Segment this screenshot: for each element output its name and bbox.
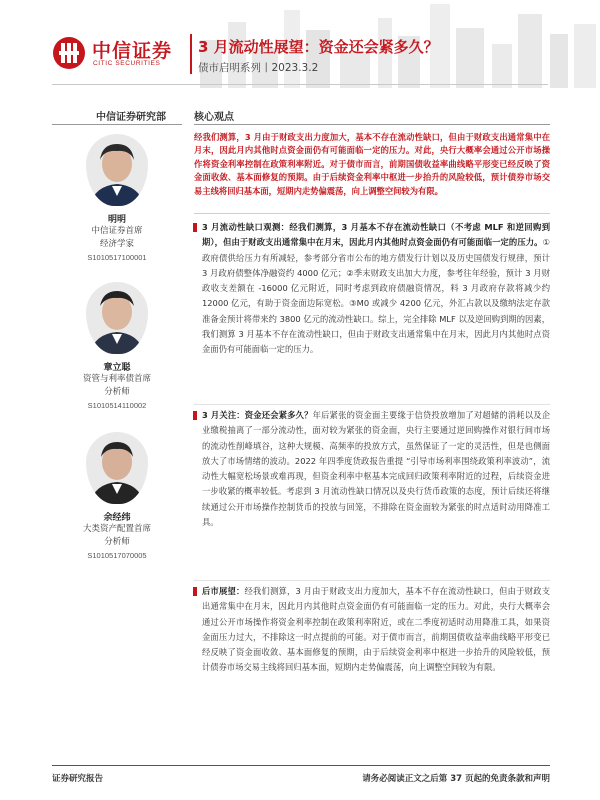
core-summary: 经我们测算，3 月由于财政支出力度加大，基本不存在流动性缺口，但由于财政支出通常集中在月末，因此月内其他时点资金面仍有可能面临一定的压力。对此，央行大概率会通过公开市场操作将资金利率控制在政策利率附近。对于债市而言，前期国债收益率曲线略平形变已经反映了资金面收敛、基本面修复的预期。由于后续资金利率中枢进一步抬升的风险较低，预计债券市场交易主线将回归基本面，短期内走势偏震荡，向上调整空间较为有限。 bbox=[194, 132, 550, 196]
analyst-license-id: S1010514110002 bbox=[87, 401, 147, 410]
citic-logo bbox=[52, 34, 188, 74]
footer-report-type: 证券研究报告 bbox=[52, 774, 104, 784]
analysis-paragraph bbox=[194, 584, 550, 676]
citic-logo-mark-icon bbox=[52, 36, 86, 70]
analyst-role: 中信证券首席 bbox=[91, 226, 143, 236]
paragraph-marker-icon bbox=[193, 411, 197, 420]
paragraph-text: 经我们测算，3 月由于财政支出力度加大，基本不存在流动性缺口，但由于财政支出通常集中在月末，因此月内其他时点资金面仍有可能面临一定的压力。对此，央行大概率会通过公开市场操作将资金利率控制在政策利率附近，或在二季度初适时动用降准工具，如果资金面压力过大，不排除这一时点提前的可能。对于债市而言，前期国债收益率曲线略平形变已经反映了资金面收敛、基本面修复的预期，由于后续资金利率中枢进一步抬升的风险较低，预计债券市场交易主线将回归基本面，短期内走势偏震荡，向上调整空间较为有限。 bbox=[202, 586, 550, 673]
title-accent-bar bbox=[190, 34, 192, 74]
analyst-name: 章立聪 bbox=[103, 363, 131, 373]
paragraph-lead: 3 月关注：资金还会紧多久？ bbox=[202, 410, 313, 420]
logo-text-en: CITIC SECURITIES bbox=[93, 60, 161, 67]
analyst-role: 分析师 bbox=[104, 537, 130, 547]
paragraph-text: ①政府债供给压力有所减轻，参考部分省市公布的地方债发行计划以及历史国债发行规律，预计 3 月政府债整体净融资约 4000 亿元；②季末财政支出加大力度，参考往年经验，预计 3 月财政收支差额在 -16000 亿元附近，同时考虑到政府债融资情况，料 3 月政府存款将减少约 12000 亿元，有助于资金面边际宽松。③M0 或减少 4200 亿元，外汇占款以及缴纳法定存款准备金预计将带来约 3800 亿元的流动性缺口。综上，完全排除 MLF 以及逆回购到期的因素，我们测算 3 月基本不存在流动性缺口，但由于财政支出通常集中在月末，因此月内其他时点资金面仍有可能面临一定的压力。 bbox=[202, 237, 550, 355]
analyst-photo bbox=[86, 432, 148, 504]
analyst-name: 余经纬 bbox=[103, 513, 131, 523]
analyst-role: 分析师 bbox=[104, 387, 130, 397]
section-divider bbox=[194, 124, 550, 125]
paragraph-divider bbox=[194, 580, 550, 581]
sidebar-divider bbox=[52, 124, 182, 125]
analyst-role: 资管与利率债首席 bbox=[82, 374, 151, 384]
logo-text-cn: 中信证券 bbox=[92, 40, 173, 62]
analyst-role: 经济学家 bbox=[99, 239, 134, 249]
report-series-date: 债市启明系列丨2023.3.2 bbox=[198, 62, 319, 74]
summary-divider bbox=[194, 213, 550, 214]
analyst-name: 明明 bbox=[107, 215, 126, 225]
footer-disclaimer: 请务必阅读正文之后第 37 页起的免责条款和声明 bbox=[362, 774, 550, 784]
paragraph-lead: 后市展望： bbox=[202, 586, 245, 596]
section-title: 核心观点 bbox=[194, 112, 234, 123]
report-title: 3 月流动性展望：资金还会紧多久？ bbox=[198, 38, 439, 56]
footer-divider bbox=[52, 765, 550, 766]
analyst-card bbox=[52, 134, 182, 262]
research-dept-title: 中信证券研究部 bbox=[96, 112, 166, 123]
analyst-card bbox=[52, 432, 182, 560]
analysis-paragraph bbox=[194, 408, 550, 530]
analyst-card bbox=[52, 282, 182, 410]
paragraph-marker-icon bbox=[193, 223, 197, 232]
analyst-license-id: S1010517100001 bbox=[87, 253, 147, 262]
report-header bbox=[0, 0, 600, 88]
paragraph-divider bbox=[194, 404, 550, 405]
paragraph-marker-icon bbox=[193, 587, 197, 596]
analyst-photo bbox=[86, 282, 148, 354]
analyst-license-id: S1010517070005 bbox=[87, 551, 147, 560]
analysis-paragraph bbox=[194, 220, 550, 358]
analyst-photo bbox=[86, 134, 148, 206]
paragraph-text: 年后紧张的资金面主要缘于信贷投放增加了对超储的消耗以及企业缴税抽离了一部分流动性，面对较为紧张的资金面，央行主要通过逆回购操作对银行间市场的流动性削峰填谷，这种大规模、高频率的投放方式，虽然保证了一定的灵活性，但是也侧面放大了市场情绪的波动。2022 年四季度货政报告重提 “引导市场利率围绕政策利率波动”，流动性大幅宽松场景或难再现，但资金利率中枢基本完成回归政策利率附近的过程，后续资金进一步收紧的概率较低。考虑到 3 月流动性缺口情况以及央行货币政策的态度，预计后续还将继续通过公开市场操作控制货币的投放与回笼，不排除在资金面较为紧张的时点适时动用降准工具。 bbox=[202, 410, 550, 528]
header-divider bbox=[52, 84, 548, 85]
paragraph-lead: 3 月流动性缺口观测：经我们测算，3 月基本不存在流动性缺口（不考虑 MLF 和逆回购到期），但由于财政支出通常集中在月末，因此月内其他时点资金面仍有可能面临一定的压力。 bbox=[202, 222, 550, 248]
analyst-role: 大类资产配置首席 bbox=[82, 524, 151, 534]
